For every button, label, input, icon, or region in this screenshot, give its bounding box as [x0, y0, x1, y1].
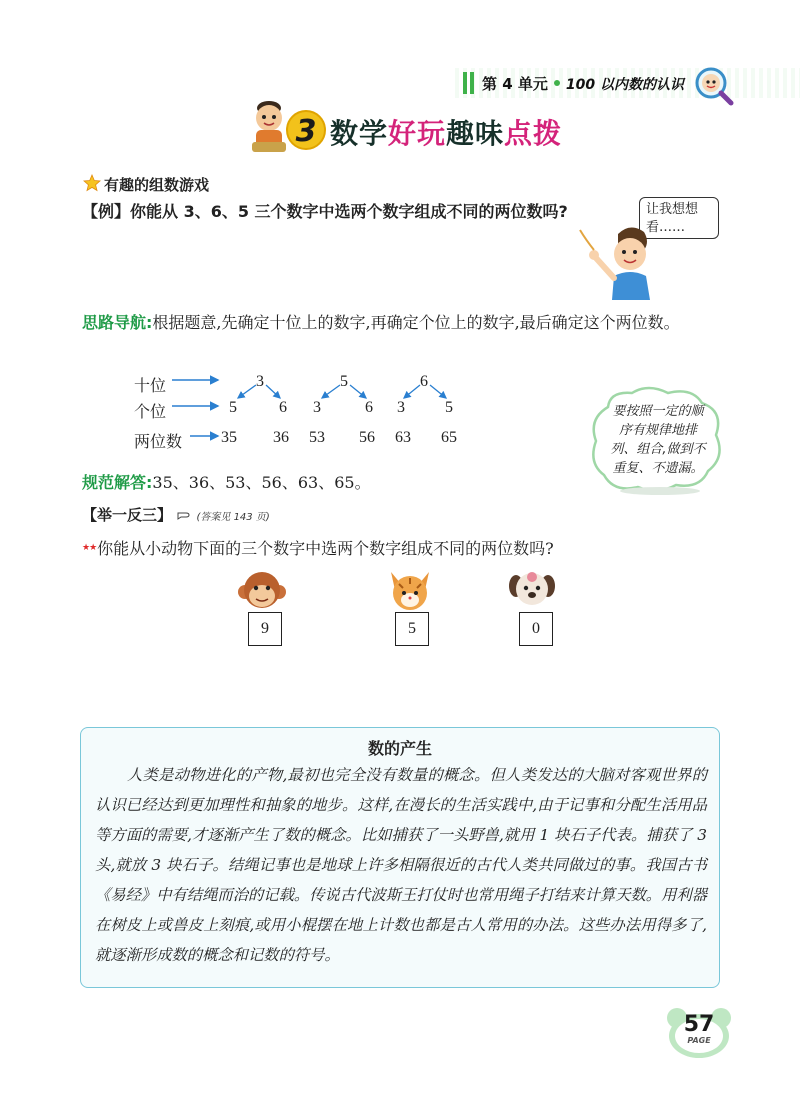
- dog-icon: [507, 564, 557, 614]
- ones-digit: 3: [397, 399, 405, 416]
- guide-label: 思路导航:: [82, 313, 153, 332]
- number-box: 5: [395, 612, 429, 646]
- standard-answer: [82, 470, 371, 493]
- tens-digit: 6: [420, 373, 428, 390]
- tens-digit: 3: [256, 373, 264, 390]
- ones-digit: 6: [279, 399, 287, 416]
- result-number: 35: [221, 429, 237, 446]
- tip-text: 要按照一定的顺序有规律地排列、组合,做到不重复、不遗漏。: [610, 404, 706, 476]
- section-title: [330, 112, 562, 152]
- title-part-4: 点拨: [504, 117, 563, 150]
- guide-text: 根据题意,先确定十位上的数字,再确定个位上的数字,最后确定这个两位数。: [152, 313, 680, 332]
- result-number: 65: [441, 429, 457, 446]
- subheading: 有趣的组数游戏: [104, 176, 210, 194]
- thinking-boy-icon: [578, 220, 658, 300]
- example-question: 【例】你能从 3、6、5 三个数字中选两个数字组成不同的两位数吗?: [82, 202, 568, 221]
- cat-icon: [385, 566, 435, 616]
- row-label-ones: 个位: [134, 402, 167, 421]
- monkey-icon: [237, 566, 287, 616]
- answer-label: 规范解答:: [82, 473, 153, 492]
- star-icon: [83, 174, 101, 192]
- unit-label: 第 4 单元: [482, 75, 548, 93]
- ones-digit: 6: [365, 399, 373, 416]
- result-number: 56: [359, 429, 375, 446]
- difficulty-stars-icon: ★★: [82, 543, 97, 553]
- tens-digit: 5: [340, 373, 348, 390]
- ones-digit: 5: [445, 399, 453, 416]
- answer-text: 35、36、53、56、63、65。: [152, 473, 371, 492]
- solution-guide: [82, 308, 724, 338]
- magnifier-mascot-icon: [693, 66, 735, 106]
- practice-heading: [82, 504, 270, 525]
- pointing-hand-icon: [177, 510, 191, 520]
- title-part-1: 数学: [330, 117, 389, 150]
- result-number: 53: [309, 429, 325, 446]
- row-label-tens: 十位: [134, 376, 167, 395]
- section-number: 3: [295, 114, 317, 149]
- practice-note: (答案见 143 页): [196, 512, 270, 523]
- section-number-badge: [285, 109, 327, 151]
- header-bars: [463, 72, 477, 94]
- result-number: 63: [395, 429, 411, 446]
- info-title: 数的产生: [367, 739, 432, 758]
- result-number: 36: [273, 429, 289, 446]
- page-label: PAGE: [687, 1036, 711, 1045]
- unit-subtitle: 100 以内数的认识: [565, 77, 684, 93]
- page-number: 57: [683, 1012, 715, 1037]
- speech-bubble: 让我想想看……: [639, 197, 719, 239]
- info-body: 人类是动物进化的产物,最初也完全没有数量的概念。但人类发达的大脑对客观世界的认识已经达到更加理性和抽象的地步。这样,在漫长的生活实践中,由于记事和分配生活用品等方面的需要,才逐渐产生了数的概念。比如捕获了一头野兽,就用 1 块石子代表。捕获了 3 头,就放 3 块石子。结绳记事也是地球上许多相隔很近的古代人类共同做过的事。我国古书《易经》中有结绳而治的记载。传说古代波斯王打仗时也常用绳子打结来计算天数。用利器在树皮上或兽皮上刻痕,或用小棍摆在地上计数也都是古人常用的办法。这些办法用得多了,就逐渐形成数的概念和记数的符号。: [95, 766, 707, 964]
- number-box: 0: [519, 612, 553, 646]
- number-box: 9: [248, 612, 282, 646]
- unit-header: [482, 72, 684, 96]
- title-part-3: 趣味: [446, 117, 505, 150]
- ones-digit: 5: [229, 399, 237, 416]
- practice-label: 【举一反三】: [82, 506, 173, 524]
- row-label-number: 两位数: [134, 432, 183, 451]
- ones-digit: 3: [313, 399, 321, 416]
- exercise-question: [82, 536, 554, 559]
- exercise-text: 你能从小动物下面的三个数字中选两个数字组成不同的两位数吗?: [97, 539, 554, 558]
- title-part-2: 好玩: [388, 117, 447, 150]
